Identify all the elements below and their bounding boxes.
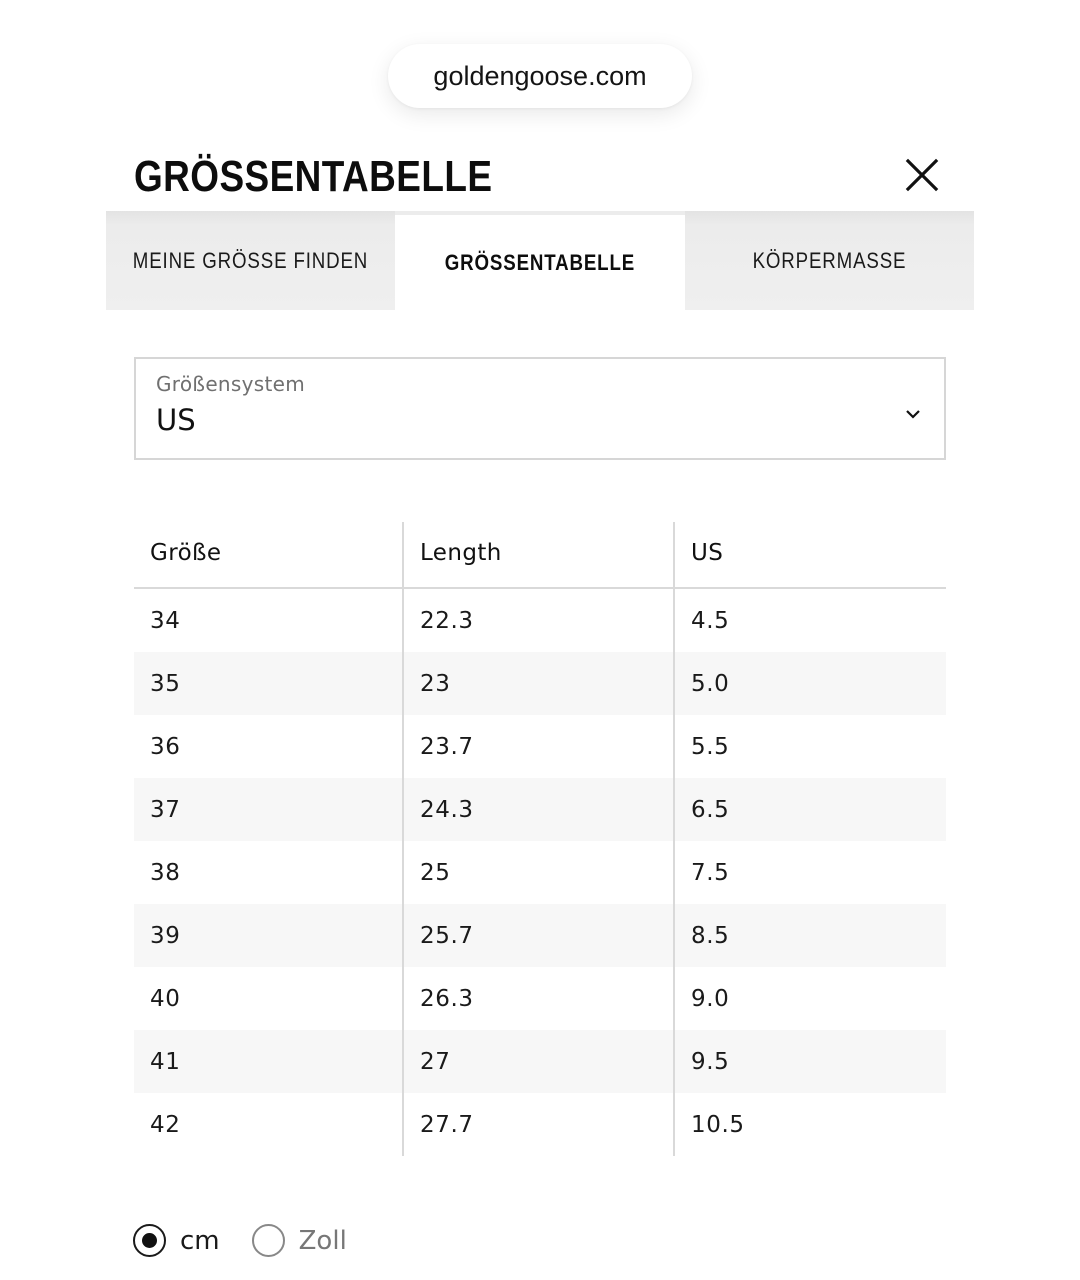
table-cell: 40 (134, 967, 404, 1030)
table-cell: 35 (134, 652, 404, 715)
table-cell: 42 (134, 1093, 404, 1156)
table-cell: 8.5 (691, 922, 730, 949)
table-cell: 23.7 (404, 715, 675, 778)
close-icon (902, 155, 942, 195)
table-header (134, 522, 946, 589)
table-cell: 22.3 (404, 589, 675, 652)
table-cell: 26.3 (404, 967, 675, 1030)
table-row (134, 841, 946, 904)
table-row (134, 1030, 946, 1093)
table-cell: 39 (134, 904, 404, 967)
unit-label-inch[interactable]: Zoll (298, 1225, 347, 1256)
table-cell: 27.7 (404, 1093, 675, 1156)
page-title: GRÖSSENTABELLE (134, 152, 493, 201)
unit-toggle (133, 1224, 347, 1257)
url-text: goldengoose.com (433, 60, 647, 91)
table-row (134, 715, 946, 778)
table-cell: 10.5 (691, 1111, 745, 1138)
tab-find-my-size[interactable] (106, 211, 395, 310)
table-cell: 38 (134, 841, 404, 904)
size-system-select[interactable] (134, 357, 946, 460)
select-label: Größensystem (156, 372, 306, 396)
table-cell: 27 (404, 1030, 675, 1093)
column-header-size: Größe (134, 522, 404, 587)
tab-bar (106, 211, 974, 310)
table-row (134, 904, 946, 967)
table-row (134, 967, 946, 1030)
tab-size-chart[interactable] (395, 215, 684, 310)
table-cell: 25.7 (404, 904, 675, 967)
table-cell: 34 (134, 589, 404, 652)
tab-label: MEINE GRÖSSE FINDEN (132, 247, 369, 273)
tab-label: KÖRPERMASSE (752, 247, 907, 273)
table-cell: 5.0 (691, 670, 730, 697)
tab-label: GRÖSSENTABELLE (444, 249, 636, 275)
table-cell: 36 (134, 715, 404, 778)
table-cell: 41 (134, 1030, 404, 1093)
radio-selected-dot (142, 1233, 157, 1248)
table-cell: 25 (404, 841, 675, 904)
table-cell: 6.5 (691, 796, 730, 823)
table-cell: 4.5 (691, 607, 730, 634)
table-cell: 23 (404, 652, 675, 715)
table-row (134, 589, 946, 652)
address-bar[interactable] (388, 44, 692, 108)
size-table (134, 522, 946, 1156)
table-cell: 9.5 (691, 1048, 730, 1075)
table-cell: 37 (134, 778, 404, 841)
radio-cm[interactable] (133, 1224, 166, 1257)
table-cell: 5.5 (691, 733, 730, 760)
unit-label-cm[interactable]: cm (180, 1225, 220, 1256)
column-header-us: US (691, 539, 724, 566)
tab-body-measurements[interactable] (685, 211, 974, 310)
chevron-down-icon (904, 407, 922, 421)
table-row (134, 778, 946, 841)
table-cell: 9.0 (691, 985, 730, 1012)
close-button[interactable] (902, 155, 942, 195)
column-header-length: Length (404, 522, 675, 587)
table-cell: 7.5 (691, 859, 730, 886)
radio-inch[interactable] (252, 1224, 285, 1257)
table-row (134, 1093, 946, 1156)
table-row (134, 652, 946, 715)
table-cell: 24.3 (404, 778, 675, 841)
select-value: US (156, 403, 196, 437)
